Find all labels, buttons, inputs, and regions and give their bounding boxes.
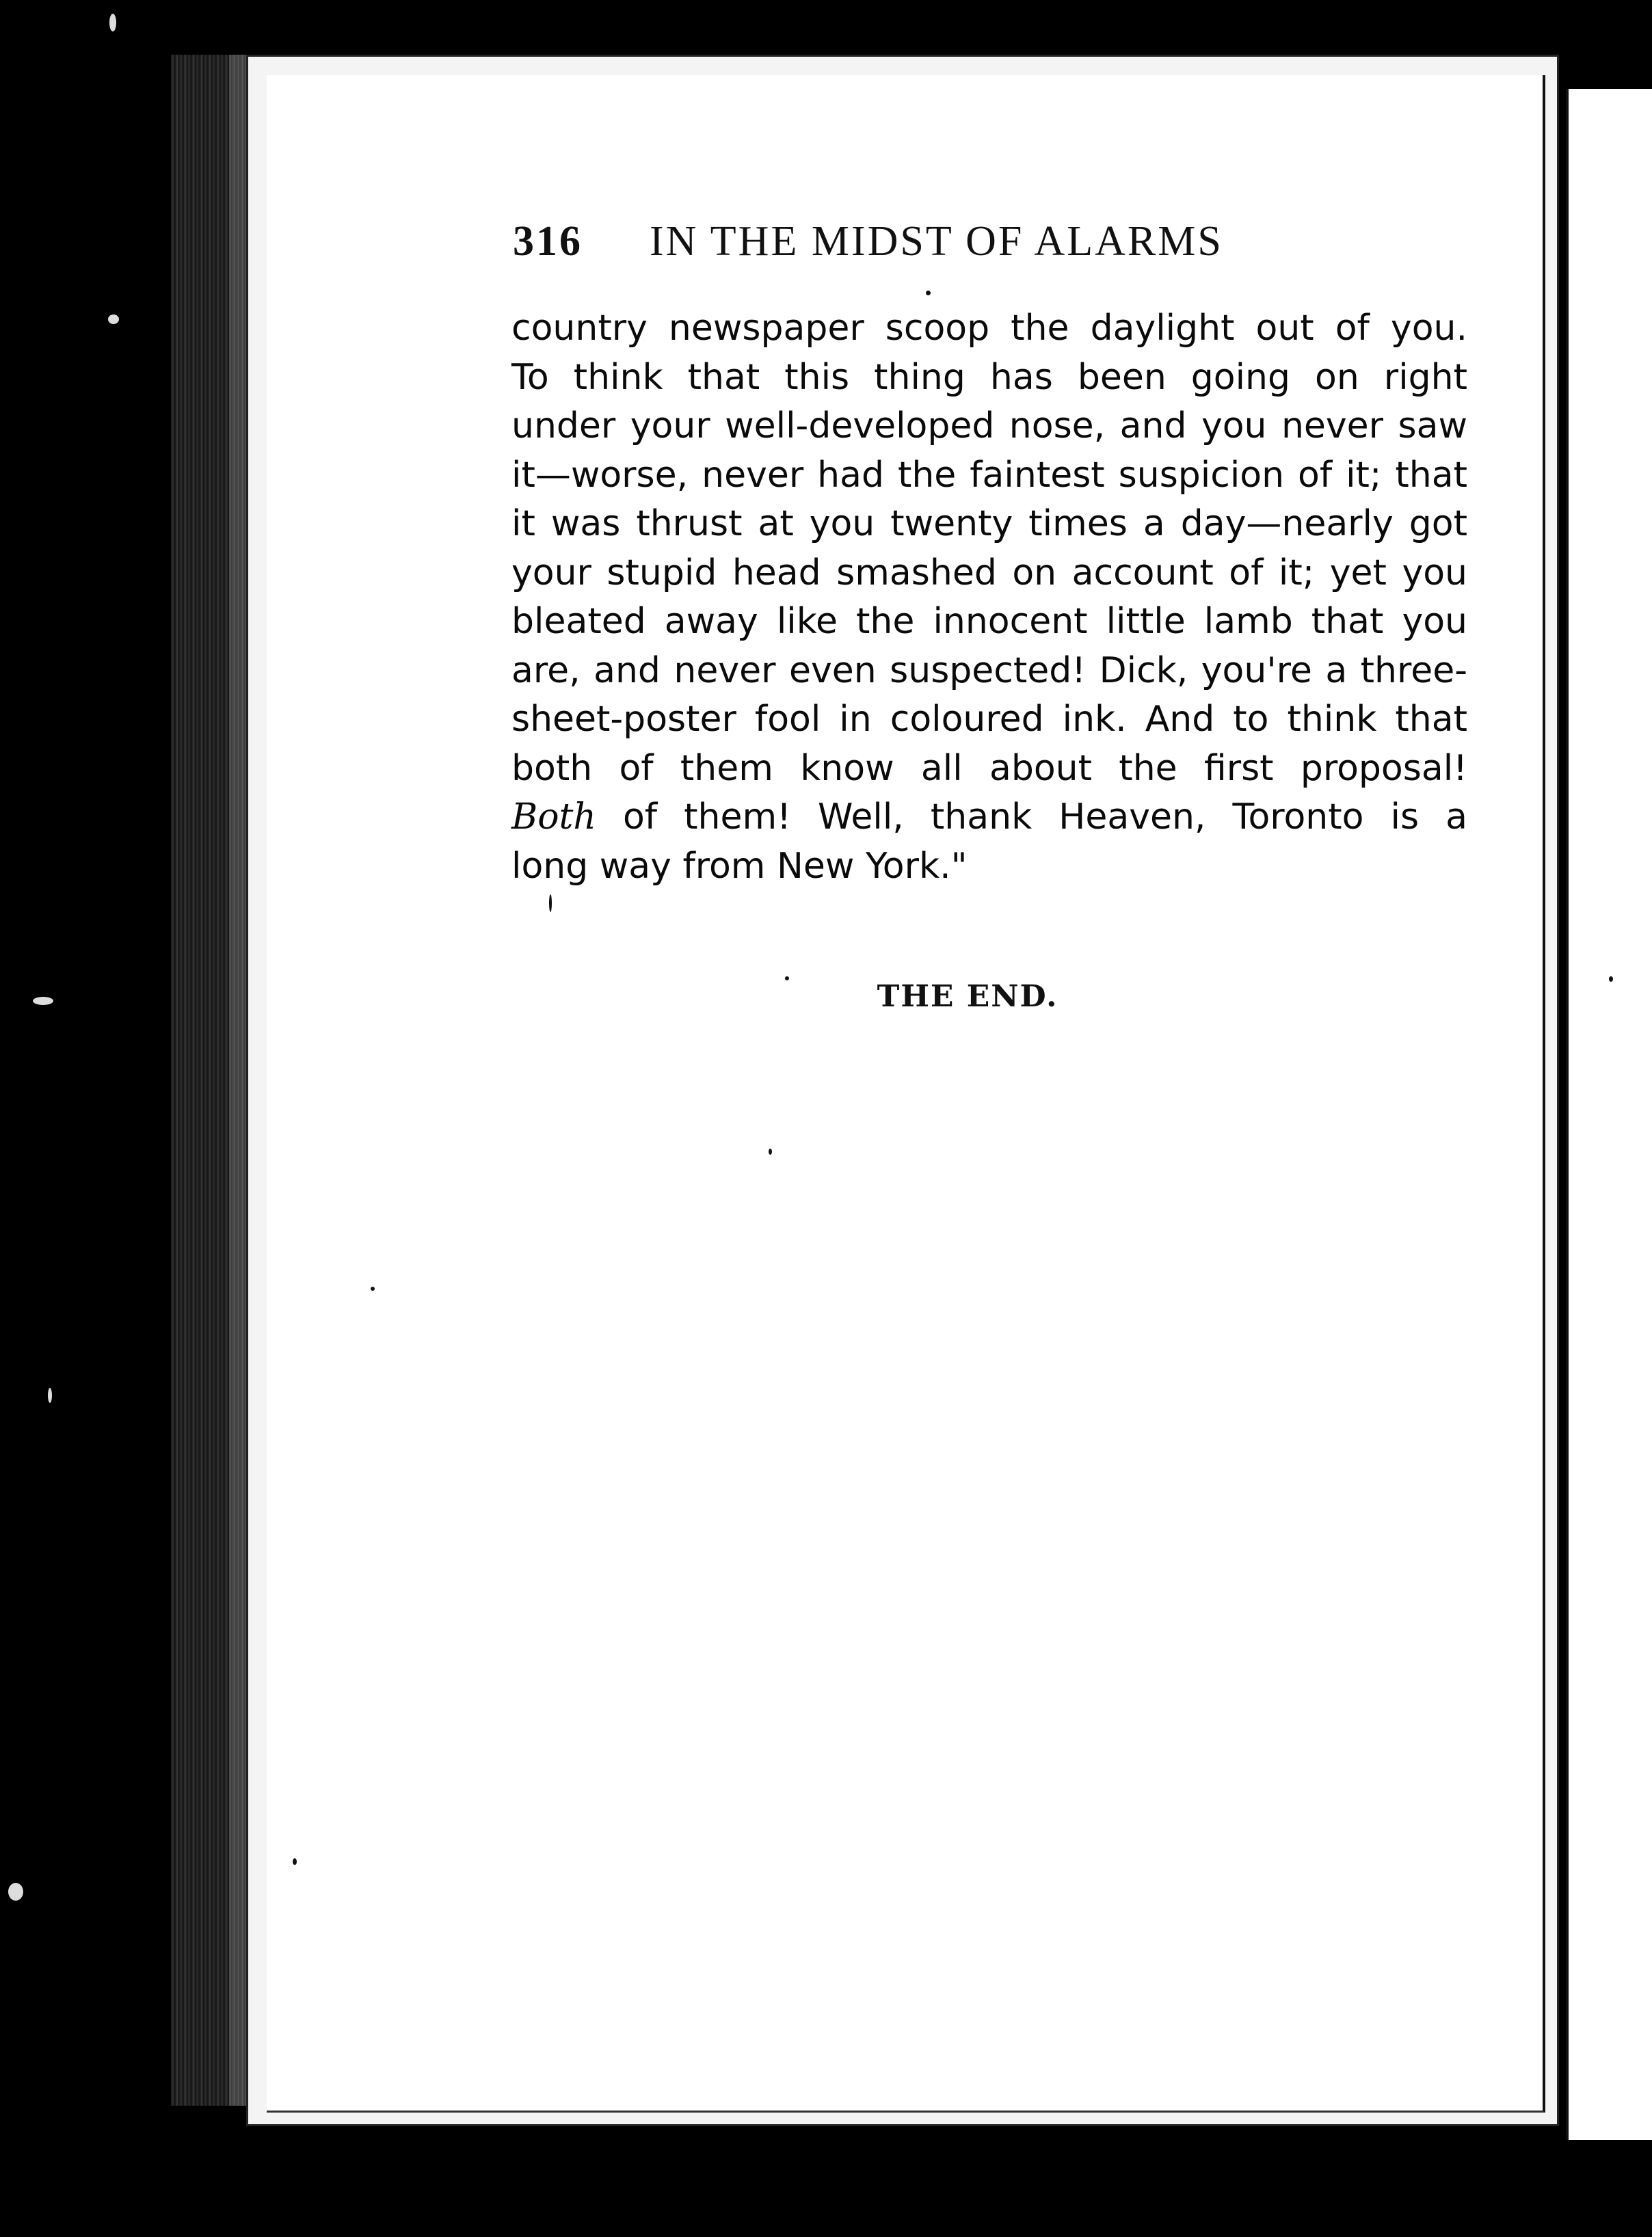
scan-speck: [8, 1883, 23, 1901]
scan-speck: [33, 997, 53, 1005]
scan-speck: [926, 291, 931, 295]
scan-speck: [1609, 976, 1613, 982]
italic-word: Both: [511, 796, 596, 838]
scan-speck: [371, 1287, 375, 1291]
text-line: under your well-developed nose, and you never saw: [511, 405, 1467, 446]
facing-page: [1566, 89, 1652, 2140]
text-line: your stupid head smashed on account of it; yet you: [511, 552, 1467, 593]
running-title: IN THE MIDST OF ALARMS: [650, 218, 1223, 265]
text-line-rest: of them! Well, thank Heaven, Toronto is a: [596, 796, 1467, 838]
scan-speck: [293, 1858, 297, 1865]
scan-speck: [549, 894, 552, 912]
text-line: long way from New York.": [511, 845, 968, 887]
scan-speck: [48, 1388, 52, 1403]
closing-the-end: THE END.: [877, 979, 1058, 1014]
text-line: country newspaper scoop the daylight out of you.: [511, 308, 1467, 349]
page-number: 316: [513, 218, 583, 265]
text-line: are, and never even suspected! Dick, you're a three-: [511, 649, 1467, 691]
text-line: it was thrust at you twenty times a day—nearly got: [511, 503, 1467, 544]
text-line: [511, 793, 1467, 842]
text-line: sheet-poster fool in coloured ink. And to think that: [511, 699, 1467, 740]
running-head: [513, 217, 1320, 266]
text-line: To think that this thing has been going on right: [511, 356, 1467, 398]
text-line: it—worse, never had the faintest suspicion of it; that: [511, 454, 1467, 496]
scan-speck: [785, 976, 789, 980]
text-line: bleated away like the innocent little lamb that you: [511, 601, 1467, 642]
scan-speck: [108, 314, 119, 324]
text-line: both of them know all about the first proposal!: [511, 747, 1467, 789]
body-paragraph: [511, 304, 1467, 891]
scan-speck: [109, 14, 116, 31]
scan-speck: [769, 1149, 772, 1155]
